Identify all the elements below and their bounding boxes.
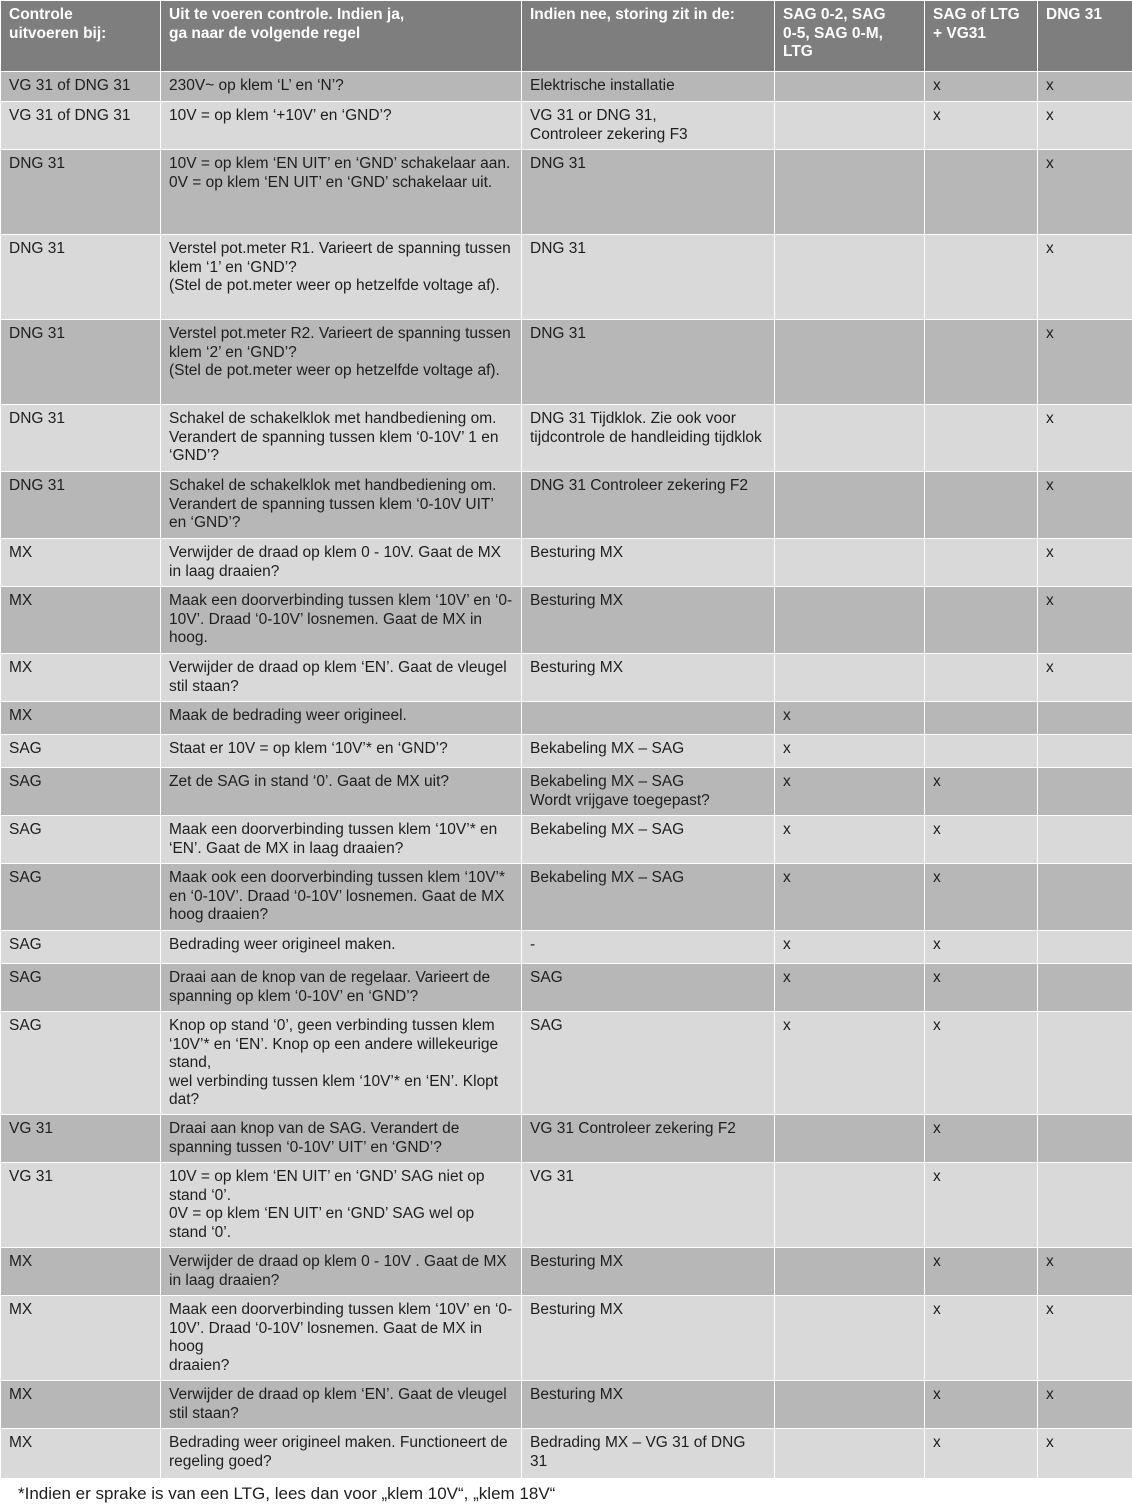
cell-mark-sag bbox=[775, 539, 925, 587]
cell-controle: 10V = op klem ‘EN UIT’ en ‘GND’ SAG niet op stand ‘0’. 0V = op klem ‘EN UIT’ en ‘GND’ SAG wel op stand ‘0’. bbox=[161, 1163, 522, 1248]
cell-mark-sag-vg31 bbox=[925, 702, 1038, 735]
cell-storing: DNG 31 Controleer zekering F2 bbox=[522, 472, 775, 539]
cell-storing: Bekabeling MX – SAG bbox=[522, 735, 775, 768]
cell-controle: Draai aan knop van de SAG. Verandert de spanning tussen ‘0-10V’ UIT’ en ‘GND’? bbox=[161, 1115, 522, 1163]
cell-mark-sag-vg31 bbox=[925, 654, 1038, 702]
table-row bbox=[1, 320, 1132, 405]
table-row bbox=[1, 1012, 1132, 1115]
cell-mark-sag-vg31: x bbox=[925, 1012, 1038, 1115]
cell-controle: Knop op stand ‘0’, geen verbinding tussen klem ‘10V’* en ‘EN’. Knop op een andere willekeurige stand, wel verbinding tussen klem ‘10V’* en ‘EN’. Klopt dat? bbox=[161, 1012, 522, 1115]
table-row bbox=[1, 1115, 1132, 1163]
cell-controle-bij: VG 31 bbox=[1, 1115, 161, 1163]
cell-storing: Besturing MX bbox=[522, 654, 775, 702]
table-row bbox=[1, 654, 1132, 702]
header-sag-ltg: SAG 0-2, SAG 0-5, SAG 0-M, LTG bbox=[775, 1, 925, 72]
cell-storing: SAG bbox=[522, 1012, 775, 1115]
cell-mark-sag bbox=[775, 235, 925, 320]
cell-controle: Verwijder de draad op klem ‘EN’. Gaat de vleugel stil staan? bbox=[161, 1381, 522, 1429]
cell-mark-sag-vg31: x bbox=[925, 864, 1038, 931]
cell-controle-bij: SAG bbox=[1, 816, 161, 864]
cell-mark-sag bbox=[775, 654, 925, 702]
cell-mark-dng31: x bbox=[1038, 539, 1132, 587]
cell-controle-bij: SAG bbox=[1, 864, 161, 931]
cell-mark-sag-vg31: x bbox=[925, 72, 1038, 102]
cell-storing: Bedrading MX – VG 31 of DNG 31 bbox=[522, 1429, 775, 1479]
cell-controle-bij: DNG 31 bbox=[1, 472, 161, 539]
cell-controle-bij: SAG bbox=[1, 964, 161, 1012]
cell-controle-bij: DNG 31 bbox=[1, 320, 161, 405]
cell-controle-bij: VG 31 bbox=[1, 1163, 161, 1248]
cell-controle: Bedrading weer origineel maken. bbox=[161, 931, 522, 964]
cell-mark-sag: x bbox=[775, 964, 925, 1012]
cell-storing bbox=[522, 702, 775, 735]
cell-controle-bij: SAG bbox=[1, 768, 161, 816]
table-row bbox=[1, 102, 1132, 150]
cell-mark-sag-vg31 bbox=[925, 472, 1038, 539]
cell-mark-sag-vg31 bbox=[925, 735, 1038, 768]
cell-mark-dng31 bbox=[1038, 931, 1132, 964]
cell-storing: VG 31 bbox=[522, 1163, 775, 1248]
table-row bbox=[1, 405, 1132, 472]
cell-mark-sag: x bbox=[775, 864, 925, 931]
table-row bbox=[1, 1296, 1132, 1381]
cell-mark-sag-vg31: x bbox=[925, 1248, 1038, 1296]
cell-storing: Besturing MX bbox=[522, 587, 775, 654]
cell-mark-dng31 bbox=[1038, 1012, 1132, 1115]
cell-controle-bij: SAG bbox=[1, 1012, 161, 1115]
cell-mark-sag: x bbox=[775, 735, 925, 768]
cell-mark-dng31: x bbox=[1038, 72, 1132, 102]
cell-mark-dng31: x bbox=[1038, 1429, 1132, 1479]
cell-mark-sag-vg31 bbox=[925, 150, 1038, 235]
footnote: *Indien er sprake is van een LTG, lees dan voor „klem 10V“, „klem 18V“ bbox=[0, 1479, 1132, 1505]
cell-controle-bij: DNG 31 bbox=[1, 405, 161, 472]
cell-mark-dng31: x bbox=[1038, 320, 1132, 405]
cell-mark-sag bbox=[775, 102, 925, 150]
cell-controle-bij: MX bbox=[1, 654, 161, 702]
table-row bbox=[1, 1163, 1132, 1248]
cell-mark-sag bbox=[775, 1115, 925, 1163]
cell-mark-dng31 bbox=[1038, 864, 1132, 931]
cell-controle-bij: VG 31 of DNG 31 bbox=[1, 72, 161, 102]
cell-controle: Zet de SAG in stand ‘0’. Gaat de MX uit? bbox=[161, 768, 522, 816]
cell-mark-sag: x bbox=[775, 931, 925, 964]
table-row bbox=[1, 702, 1132, 735]
cell-storing: VG 31 Controleer zekering F2 bbox=[522, 1115, 775, 1163]
cell-mark-dng31 bbox=[1038, 816, 1132, 864]
cell-controle-bij: MX bbox=[1, 1248, 161, 1296]
cell-mark-sag bbox=[775, 587, 925, 654]
cell-mark-sag: x bbox=[775, 768, 925, 816]
cell-controle-bij: MX bbox=[1, 587, 161, 654]
cell-mark-dng31 bbox=[1038, 735, 1132, 768]
cell-controle: Maak de bedrading weer origineel. bbox=[161, 702, 522, 735]
cell-mark-dng31: x bbox=[1038, 405, 1132, 472]
cell-controle-bij: MX bbox=[1, 1381, 161, 1429]
cell-mark-sag: x bbox=[775, 816, 925, 864]
cell-storing: Besturing MX bbox=[522, 539, 775, 587]
cell-mark-sag bbox=[775, 1296, 925, 1381]
cell-mark-sag-vg31: x bbox=[925, 768, 1038, 816]
cell-storing: VG 31 or DNG 31, Controleer zekering F3 bbox=[522, 102, 775, 150]
cell-mark-sag bbox=[775, 1248, 925, 1296]
cell-storing: DNG 31 bbox=[522, 150, 775, 235]
cell-mark-dng31: x bbox=[1038, 1381, 1132, 1429]
cell-mark-sag: x bbox=[775, 1012, 925, 1115]
cell-controle: Verstel pot.meter R2. Varieert de spanning tussen klem ‘2’ en ‘GND’? (Stel de pot.meter weer op hetzelfde voltage af). bbox=[161, 320, 522, 405]
cell-controle: Schakel de schakelklok met handbediening om. Verandert de spanning tussen klem ‘0-10V’ 1 en ‘GND’? bbox=[161, 405, 522, 472]
header-controle-bij: Controle uitvoeren bij: bbox=[1, 1, 161, 72]
cell-storing: DNG 31 bbox=[522, 320, 775, 405]
table-row bbox=[1, 472, 1132, 539]
cell-mark-dng31: x bbox=[1038, 654, 1132, 702]
table-row bbox=[1, 235, 1132, 320]
cell-storing: DNG 31 bbox=[522, 235, 775, 320]
table-header bbox=[1, 1, 1132, 72]
table-row bbox=[1, 1381, 1132, 1429]
cell-mark-sag bbox=[775, 1381, 925, 1429]
cell-mark-dng31 bbox=[1038, 964, 1132, 1012]
cell-controle-bij: MX bbox=[1, 1429, 161, 1479]
cell-mark-sag-vg31: x bbox=[925, 1163, 1038, 1248]
cell-storing: Besturing MX bbox=[522, 1296, 775, 1381]
cell-mark-sag-vg31: x bbox=[925, 931, 1038, 964]
table-row bbox=[1, 816, 1132, 864]
table-row bbox=[1, 931, 1132, 964]
cell-controle-bij: SAG bbox=[1, 735, 161, 768]
cell-storing: Bekabeling MX – SAG Wordt vrijgave toegepast? bbox=[522, 768, 775, 816]
cell-controle: Schakel de schakelklok met handbediening om. Verandert de spanning tussen klem ‘0-10V UIT’ en ‘GND’? bbox=[161, 472, 522, 539]
cell-mark-dng31: x bbox=[1038, 235, 1132, 320]
cell-mark-sag-vg31: x bbox=[925, 1296, 1038, 1381]
cell-mark-dng31 bbox=[1038, 1163, 1132, 1248]
cell-storing: Besturing MX bbox=[522, 1381, 775, 1429]
header-sag-ltg-vg31: SAG of LTG + VG31 bbox=[925, 1, 1038, 72]
cell-mark-dng31: x bbox=[1038, 1248, 1132, 1296]
cell-controle: Verwijder de draad op klem ‘EN’. Gaat de vleugel stil staan? bbox=[161, 654, 522, 702]
cell-mark-sag bbox=[775, 405, 925, 472]
table-row bbox=[1, 768, 1132, 816]
cell-controle-bij: MX bbox=[1, 702, 161, 735]
cell-mark-sag: x bbox=[775, 702, 925, 735]
table-row bbox=[1, 864, 1132, 931]
cell-controle: Maak een doorverbinding tussen klem ‘10V’ en ‘0-10V’. Draad ‘0-10V’ losnemen. Gaat de MX in hoog draaien? bbox=[161, 1296, 522, 1381]
cell-controle: 230V~ op klem ‘L’ en ‘N’? bbox=[161, 72, 522, 102]
cell-mark-dng31 bbox=[1038, 1115, 1132, 1163]
cell-mark-sag-vg31 bbox=[925, 587, 1038, 654]
table-row bbox=[1, 587, 1132, 654]
table-row bbox=[1, 964, 1132, 1012]
header-storing-in: Indien nee, storing zit in de: bbox=[522, 1, 775, 72]
header-dng31: DNG 31 bbox=[1038, 1, 1132, 72]
table-row bbox=[1, 539, 1132, 587]
table-row bbox=[1, 1429, 1132, 1479]
cell-mark-sag bbox=[775, 472, 925, 539]
cell-mark-sag bbox=[775, 150, 925, 235]
cell-controle: Bedrading weer origineel maken. Functioneert de regeling goed? bbox=[161, 1429, 522, 1479]
cell-controle: Verwijder de draad op klem 0 - 10V. Gaat de MX in laag draaien? bbox=[161, 539, 522, 587]
cell-storing: Elektrische installatie bbox=[522, 72, 775, 102]
cell-mark-dng31: x bbox=[1038, 150, 1132, 235]
header-uit-te-voeren: Uit te voeren controle. Indien ja, ga naar de volgende regel bbox=[161, 1, 522, 72]
cell-mark-sag-vg31 bbox=[925, 539, 1038, 587]
cell-controle-bij: VG 31 of DNG 31 bbox=[1, 102, 161, 150]
cell-storing: - bbox=[522, 931, 775, 964]
cell-controle: 10V = op klem ‘+10V’ en ‘GND’? bbox=[161, 102, 522, 150]
cell-controle-bij: DNG 31 bbox=[1, 235, 161, 320]
cell-controle: Verwijder de draad op klem 0 - 10V . Gaat de MX in laag draaien? bbox=[161, 1248, 522, 1296]
cell-mark-dng31: x bbox=[1038, 1296, 1132, 1381]
cell-mark-sag bbox=[775, 72, 925, 102]
cell-controle-bij: MX bbox=[1, 1296, 161, 1381]
cell-mark-dng31: x bbox=[1038, 587, 1132, 654]
cell-controle: Maak ook een doorverbinding tussen klem ‘10V’* en ‘0-10V’. Draad ‘0-10V’ losnemen. Gaat de MX hoog draaien? bbox=[161, 864, 522, 931]
table-row bbox=[1, 72, 1132, 102]
cell-storing: Besturing MX bbox=[522, 1248, 775, 1296]
cell-controle: Maak een doorverbinding tussen klem ‘10V’ en ‘0-10V’. Draad ‘0-10V’ losnemen. Gaat de MX in hoog. bbox=[161, 587, 522, 654]
cell-mark-sag-vg31 bbox=[925, 320, 1038, 405]
cell-mark-dng31 bbox=[1038, 702, 1132, 735]
cell-storing: SAG bbox=[522, 964, 775, 1012]
cell-mark-sag bbox=[775, 1429, 925, 1479]
cell-mark-sag-vg31 bbox=[925, 405, 1038, 472]
cell-controle: Maak een doorverbinding tussen klem ‘10V’* en ‘EN’. Gaat de MX in laag draaien? bbox=[161, 816, 522, 864]
cell-mark-sag-vg31: x bbox=[925, 816, 1038, 864]
cell-mark-sag-vg31: x bbox=[925, 1115, 1038, 1163]
cell-storing: Bekabeling MX – SAG bbox=[522, 816, 775, 864]
cell-controle-bij: DNG 31 bbox=[1, 150, 161, 235]
cell-mark-sag-vg31 bbox=[925, 235, 1038, 320]
cell-mark-sag-vg31: x bbox=[925, 1429, 1038, 1479]
cell-controle: Draai aan de knop van de regelaar. Varieert de spanning op klem ‘0-10V’ en ‘GND’? bbox=[161, 964, 522, 1012]
cell-mark-dng31: x bbox=[1038, 102, 1132, 150]
cell-storing: Bekabeling MX – SAG bbox=[522, 864, 775, 931]
cell-mark-dng31: x bbox=[1038, 472, 1132, 539]
cell-storing: DNG 31 Tijdklok. Zie ook voor tijdcontrole de handleiding tijdklok bbox=[522, 405, 775, 472]
header-row bbox=[1, 1, 1132, 72]
table-row bbox=[1, 735, 1132, 768]
cell-controle-bij: SAG bbox=[1, 931, 161, 964]
table-body bbox=[1, 72, 1132, 1479]
table-row bbox=[1, 150, 1132, 235]
cell-mark-sag-vg31: x bbox=[925, 964, 1038, 1012]
cell-controle: Verstel pot.meter R1. Varieert de spanning tussen klem ‘1’ en ‘GND’? (Stel de pot.meter weer op hetzelfde voltage af). bbox=[161, 235, 522, 320]
cell-mark-sag-vg31: x bbox=[925, 1381, 1038, 1429]
table-row bbox=[1, 1248, 1132, 1296]
cell-mark-sag bbox=[775, 1163, 925, 1248]
cell-controle: 10V = op klem ‘EN UIT’ en ‘GND’ schakelaar aan. 0V = op klem ‘EN UIT’ en ‘GND’ schakelaar uit. bbox=[161, 150, 522, 235]
cell-controle-bij: MX bbox=[1, 539, 161, 587]
cell-mark-sag bbox=[775, 320, 925, 405]
cell-mark-dng31 bbox=[1038, 768, 1132, 816]
cell-controle: Staat er 10V = op klem ‘10V’* en ‘GND’? bbox=[161, 735, 522, 768]
cell-mark-sag-vg31: x bbox=[925, 102, 1038, 150]
